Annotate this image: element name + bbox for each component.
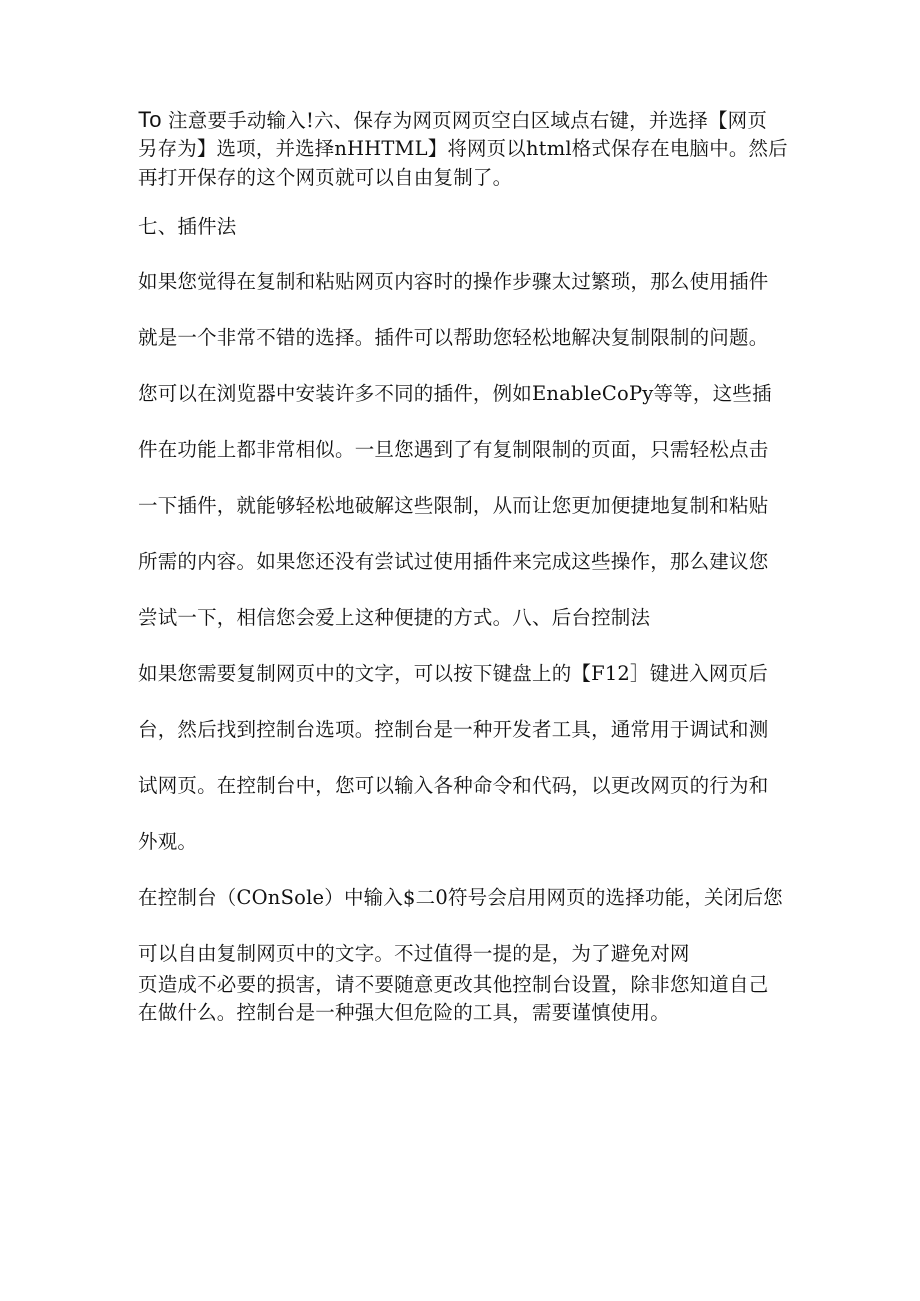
- text-line: 尝试一下，相信您会爱上这种便捷的方式。八、后台控制法: [138, 606, 651, 629]
- text-line: 试网页。在控制台中，您可以输入各种命令和代码，以更改网页的行为和: [138, 774, 769, 797]
- text-line: 一下插件，就能够轻松地破解这些限制，从而让您更加便捷地复制和粘贴: [138, 494, 769, 517]
- text-line: 可以自由复制网页中的文字。不过值得一提的是，为了避免对网: [138, 942, 690, 965]
- text-line: 如果您觉得在复制和粘贴网页内容时的操作步骤太过繁琐，那么使用插件: [138, 270, 769, 293]
- text-line: 再打开保存的这个网页就可以自由复制了。: [138, 166, 513, 189]
- text-line: 台，然后找到控制台选项。控制台是一种开发者工具，通常用于调试和测: [138, 718, 769, 741]
- section-heading: 七、插件法: [138, 215, 237, 238]
- text-line: 在控制台（COnSole）中输入$二0符号会启用网页的选择功能，关闭后您: [138, 886, 783, 909]
- text-line: 在做什么。控制台是一种强大但危险的工具，需要谨慎使用。: [138, 1001, 670, 1024]
- text-line: 您可以在浏览器中安装许多不同的插件，例如EnableCoPy等等，这些插: [138, 382, 772, 405]
- text-line: To 注意要手动输入!六、保存为网页网页空白区域点右键，并选择【网页: [138, 107, 768, 132]
- text-line: 如果您需要复制网页中的文字，可以按下键盘上的【F12］键进入网页后: [138, 662, 768, 685]
- text-line: 件在功能上都非常相似。一旦您遇到了有复制限制的页面，只需轻松点击: [138, 438, 769, 461]
- text-line: 所需的内容。如果您还没有尝试过使用插件来完成这些操作，那么建议您: [138, 550, 769, 573]
- text-line: 另存为】选项，并选择nHHTML】将网页以html格式保存在电脑中。然后: [138, 137, 788, 160]
- text-line: 外观。: [138, 830, 198, 853]
- text-line: 页造成不必要的损害，请不要随意更改其他控制台设置，除非您知道自己: [138, 973, 769, 996]
- text-line: 就是一个非常不错的选择。插件可以帮助您轻松地解决复制限制的问题。: [138, 326, 769, 349]
